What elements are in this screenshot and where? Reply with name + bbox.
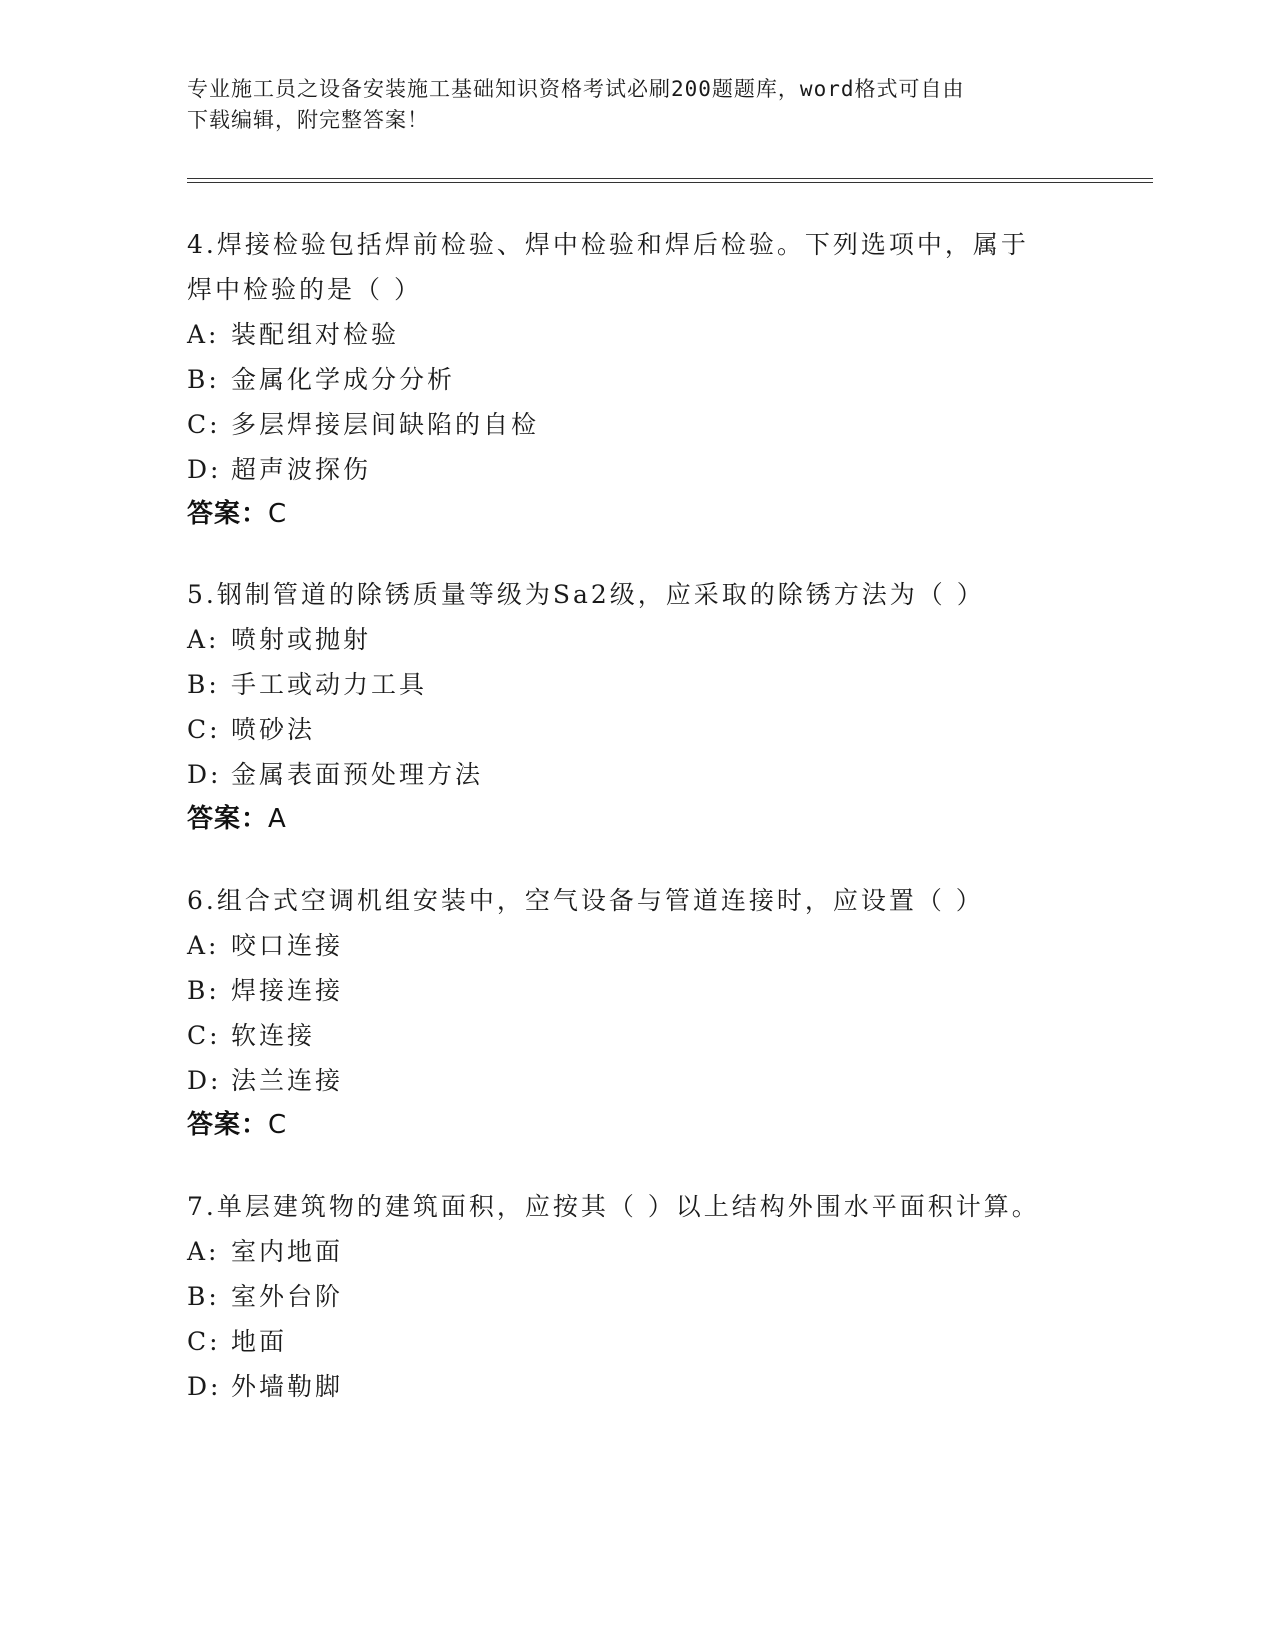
question-7 <box>187 1184 1087 1409</box>
option-key: B: <box>187 365 220 394</box>
option-b <box>187 968 1087 1013</box>
question-6 <box>187 878 1087 1148</box>
option-a <box>187 1229 1087 1274</box>
option-c <box>187 1013 1087 1058</box>
question-stem-line-1: 7.单层建筑物的建筑面积，应按其（ ）以上结构外围水平面积计算。 <box>187 1192 1040 1221</box>
option-a <box>187 312 1087 357</box>
option-key: D: <box>187 1372 222 1401</box>
option-b <box>187 1274 1087 1319</box>
option-text: 法兰连接 <box>231 1066 344 1095</box>
header-line-2: 下载编辑，附完整答案！ <box>187 108 429 132</box>
question-stem <box>187 572 1087 617</box>
option-d <box>187 1058 1087 1103</box>
header-line-1: 专业施工员之设备安装施工基础知识资格考试必刷200题题库，word格式可自由 <box>187 77 965 101</box>
option-key: A: <box>187 1237 220 1266</box>
answer-value: A <box>268 804 287 834</box>
option-key: B: <box>187 670 220 699</box>
question-5 <box>187 572 1087 842</box>
question-stem-line-1: 5.钢制管道的除锈质量等级为Sa2级，应采取的除锈方法为（ ） <box>187 580 985 609</box>
option-d <box>187 752 1087 797</box>
option-text: 金属化学成分分析 <box>231 365 456 394</box>
option-text: 软连接 <box>231 1021 316 1050</box>
option-key: B: <box>187 1282 220 1311</box>
question-stem-line-2: 焊中检验的是（ ） <box>187 275 422 304</box>
option-key: C: <box>187 715 221 744</box>
question-stem <box>187 878 1087 923</box>
option-text: 多层焊接层间缺陷的自检 <box>231 410 540 439</box>
question-stem <box>187 222 1087 312</box>
option-key: A: <box>187 931 220 960</box>
question-stem-line-1: 6.组合式空调机组安装中，空气设备与管道连接时，应设置（ ） <box>187 886 984 915</box>
option-key: D: <box>187 760 222 789</box>
option-d <box>187 447 1087 492</box>
option-text: 喷射或抛射 <box>231 625 372 654</box>
option-b <box>187 357 1087 402</box>
option-text: 超声波探伤 <box>231 455 372 484</box>
option-text: 室内地面 <box>231 1237 344 1266</box>
option-key: D: <box>187 455 222 484</box>
option-key: D: <box>187 1066 222 1095</box>
option-d <box>187 1364 1087 1409</box>
option-text: 地面 <box>231 1327 288 1356</box>
option-b <box>187 662 1087 707</box>
option-key: B: <box>187 976 220 1005</box>
option-c <box>187 707 1087 752</box>
answer-label: 答案： <box>187 499 269 529</box>
header-divider <box>187 178 1153 183</box>
option-key: A: <box>187 625 220 654</box>
answer-label: 答案： <box>187 804 269 834</box>
option-text: 室外台阶 <box>231 1282 344 1311</box>
option-text: 装配组对检验 <box>231 320 400 349</box>
option-text: 焊接连接 <box>231 976 344 1005</box>
answer-line <box>187 797 1087 842</box>
option-text: 咬口连接 <box>231 931 344 960</box>
option-text: 喷砂法 <box>231 715 316 744</box>
question-4 <box>187 222 1087 537</box>
option-a <box>187 617 1087 662</box>
option-key: A: <box>187 320 220 349</box>
option-c <box>187 402 1087 447</box>
answer-line <box>187 492 1087 537</box>
option-text: 金属表面预处理方法 <box>231 760 484 789</box>
document-header <box>187 74 1087 136</box>
answer-value: C <box>268 499 288 529</box>
option-key: C: <box>187 1327 221 1356</box>
option-key: C: <box>187 1021 221 1050</box>
question-stem <box>187 1184 1087 1229</box>
option-a <box>187 923 1087 968</box>
option-text: 手工或动力工具 <box>231 670 428 699</box>
option-c <box>187 1319 1087 1364</box>
option-text: 外墙勒脚 <box>231 1372 344 1401</box>
answer-line <box>187 1103 1087 1148</box>
answer-value: C <box>268 1110 288 1140</box>
question-stem-line-1: 4.焊接检验包括焊前检验、焊中检验和焊后检验。下列选项中，属于 <box>187 230 1029 259</box>
option-key: C: <box>187 410 221 439</box>
answer-label: 答案： <box>187 1110 269 1140</box>
